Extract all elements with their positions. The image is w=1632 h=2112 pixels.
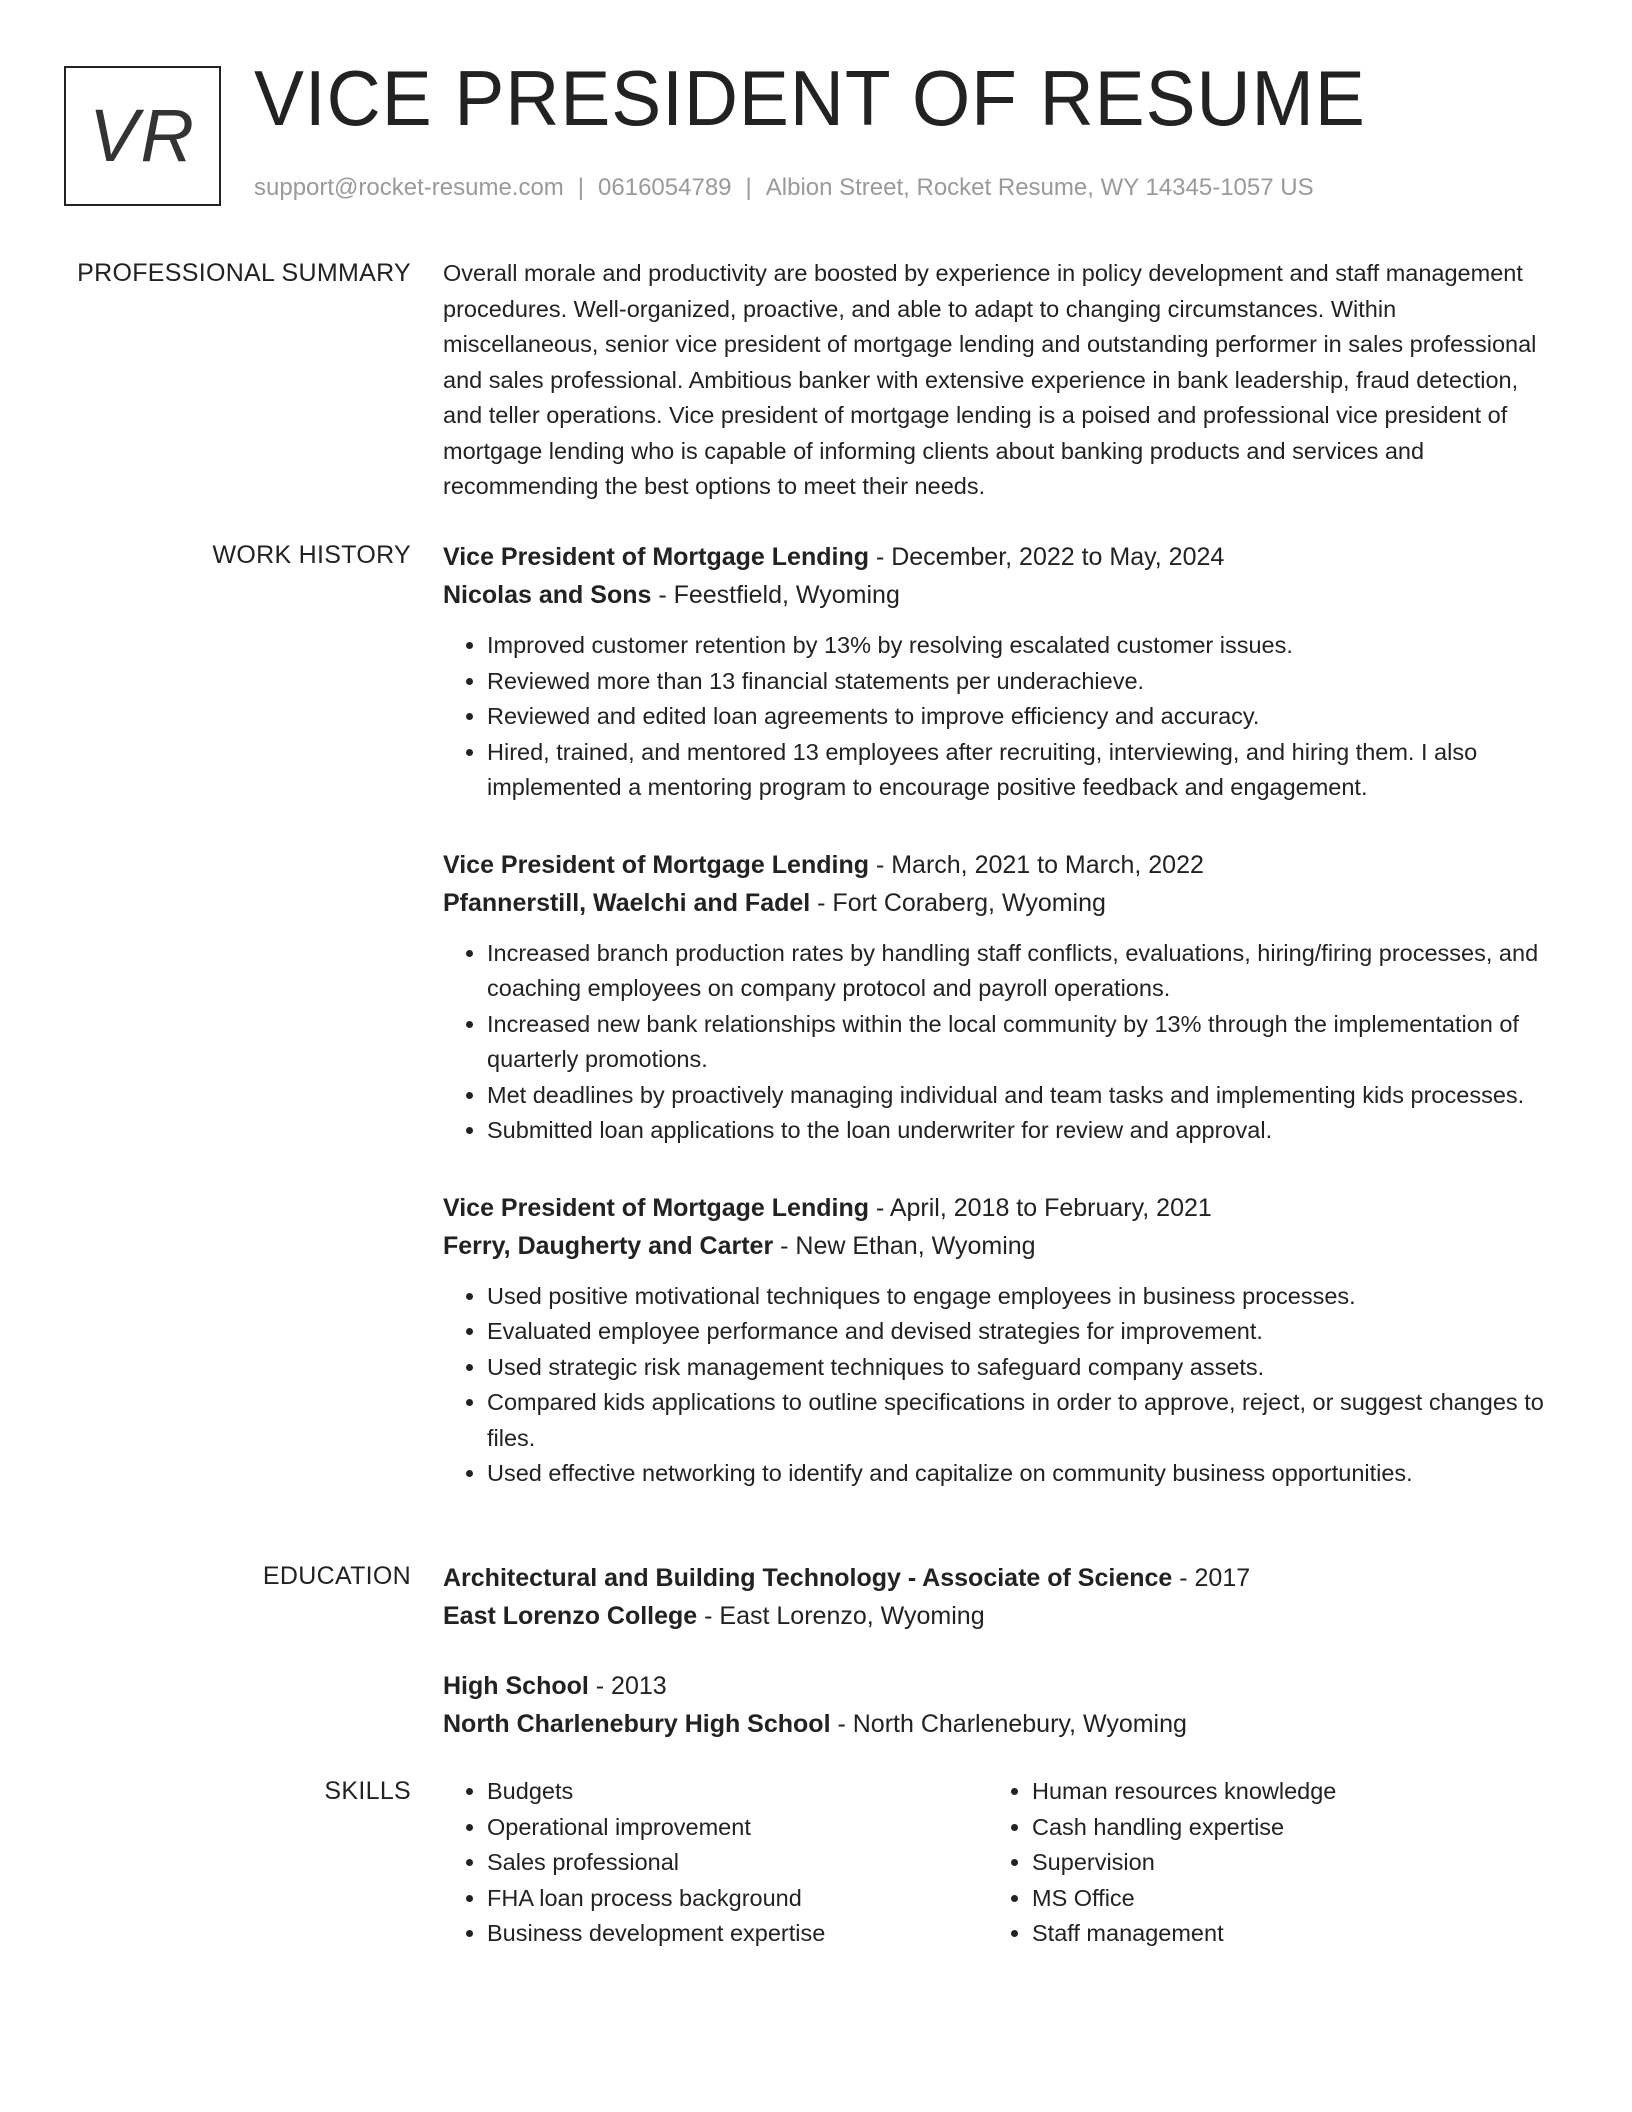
monogram-box <box>64 66 221 206</box>
contact-separator: | <box>745 174 752 201</box>
job-bullet: • Met deadlines by proactively managing individual and team tasks and implementing kids processes. <box>487 1078 1555 1114</box>
section-label-education: EDUCATION <box>262 1562 411 1590</box>
job-bullet: • Evaluated employee performance and devised strategies for improvement. <box>487 1314 1555 1350</box>
job-company: Pfannerstill, Waelchi and Fadel <box>443 888 811 917</box>
skill-item: • Operational improvement <box>487 1810 988 1846</box>
job-title-line <box>443 846 1555 884</box>
contact-email: support@rocket-resume.com <box>254 174 564 201</box>
job-bullet: • Used strategic risk management techniques to safeguard company assets. <box>487 1350 1555 1386</box>
summary-text: Overall morale and productivity are boosted by experience in policy development and staff management procedures. Well-organized, proactive, and able to adapt to changing circumstances. Within miscellaneous, senior vice president of mortgage lending and outstanding performer in sales professional and sales professional. Ambitious banker with extensive experience in bank leadership, fraud detection, and teller operations. Vice president of mortgage lending is a poised and professional vice president of mortgage lending who is capable of informing clients about banking products and services and recommending the best options to meet their needs. <box>443 260 1537 499</box>
contact-line <box>254 174 1314 203</box>
job-bullets <box>443 1279 1555 1492</box>
education-school-line <box>443 1597 1555 1635</box>
job-company-line <box>443 884 1555 922</box>
skill-item: • MS Office <box>1032 1881 1533 1917</box>
job-bullets <box>443 628 1555 806</box>
education-body <box>443 1559 1555 1775</box>
job-entry <box>443 846 1555 1149</box>
contact-phone: 0616054789 <box>598 174 732 201</box>
job-title: Vice President of Mortgage Lending <box>443 850 869 879</box>
education-school-line <box>443 1705 1555 1743</box>
job-dates: - March, 2021 to March, 2022 <box>869 850 1204 879</box>
job-bullet: • Improved customer retention by 13% by resolving escalated customer issues. <box>487 628 1555 664</box>
job-bullets <box>443 936 1555 1149</box>
job-dates: - December, 2022 to May, 2024 <box>869 543 1225 571</box>
job-company: Ferry, Daugherty and Carter <box>443 1231 774 1260</box>
job-entry <box>443 1189 1555 1492</box>
job-bullet: • Used positive motivational techniques to engage employees in business processes. <box>487 1279 1555 1315</box>
skills-list <box>988 1774 1533 1952</box>
skill-item: • FHA loan process background <box>487 1881 988 1917</box>
contact-address: Albion Street, Rocket Resume, WY 14345-1057 US <box>765 174 1314 201</box>
education-location: - East Lorenzo, Wyoming <box>697 1602 985 1630</box>
work-history-body <box>443 538 1555 1532</box>
skills-body <box>443 1774 1555 1952</box>
job-dates: - April, 2018 to February, 2021 <box>869 1193 1212 1222</box>
section-label-summary: PROFESSIONAL SUMMARY <box>77 259 411 287</box>
education-school: North Charlenebury High School <box>443 1710 831 1738</box>
resume-name: VICE PRESIDENT OF RESUME <box>254 54 1366 142</box>
job-bullet: • Compared kids applications to outline specifications in order to approve, reject, or suggest changes to files. <box>487 1385 1555 1456</box>
job-entry <box>443 538 1555 806</box>
job-location: - New Ethan, Wyoming <box>773 1231 1036 1260</box>
monogram-initials: VR <box>89 94 196 177</box>
job-location: - Fort Coraberg, Wyoming <box>810 888 1106 917</box>
skill-item: • Business development expertise <box>487 1916 988 1952</box>
skills-columns <box>443 1774 1555 1952</box>
education-degree: Architectural and Building Technology - Associate of Science <box>443 1564 1173 1592</box>
education-year: - 2017 <box>1172 1564 1251 1592</box>
job-company-line <box>443 1227 1555 1265</box>
job-title-line <box>443 1189 1555 1227</box>
education-location: - North Charlenebury, Wyoming <box>830 1710 1187 1738</box>
education-degree-line <box>443 1667 1555 1705</box>
education-entry <box>443 1559 1555 1635</box>
job-company-line <box>443 576 1555 614</box>
skill-item: • Supervision <box>1032 1845 1533 1881</box>
skills-list <box>443 1774 988 1952</box>
job-bullet: • Increased branch production rates by handling staff conflicts, evaluations, hiring/firing processes, and coaching employees on company protocol and payroll operations. <box>487 936 1555 1007</box>
job-bullet: • Increased new bank relationships within the local community by 13% through the implementation of quarterly promotions. <box>487 1007 1555 1078</box>
education-degree-line <box>443 1559 1555 1597</box>
skills-column-right <box>988 1774 1533 1952</box>
education-degree: High School <box>443 1672 589 1700</box>
education-school: East Lorenzo College <box>443 1602 698 1630</box>
job-bullet: • Reviewed more than 13 financial statements per underachieve. <box>487 664 1555 700</box>
job-bullet: • Used effective networking to identify and capitalize on community business opportunities. <box>487 1456 1555 1492</box>
job-bullet: • Hired, trained, and mentored 13 employees after recruiting, interviewing, and hiring them. I also implemented a mentoring program to encourage positive feedback and engagement. <box>487 735 1555 806</box>
skill-item: • Budgets <box>487 1774 988 1810</box>
job-title-line <box>443 538 1555 576</box>
education-year: - 2013 <box>588 1672 667 1700</box>
education-entry <box>443 1667 1555 1743</box>
skill-item: • Human resources knowledge <box>1032 1774 1533 1810</box>
skill-item: • Staff management <box>1032 1916 1533 1952</box>
summary-body <box>443 256 1555 505</box>
job-bullet: • Reviewed and edited loan agreements to improve efficiency and accuracy. <box>487 699 1555 735</box>
section-label-skills: SKILLS <box>324 1777 411 1805</box>
job-bullet: • Submitted loan applications to the loan underwriter for review and approval. <box>487 1113 1555 1149</box>
job-title: Vice President of Mortgage Lending <box>443 543 869 571</box>
skill-item: • Cash handling expertise <box>1032 1810 1533 1846</box>
skills-column-left <box>443 1774 988 1952</box>
skill-item: • Sales professional <box>487 1845 988 1881</box>
job-company: Nicolas and Sons <box>443 581 652 609</box>
job-location: - Feestfield, Wyoming <box>651 581 900 609</box>
section-label-work-history: WORK HISTORY <box>212 541 411 569</box>
job-title: Vice President of Mortgage Lending <box>443 1193 869 1222</box>
contact-separator: | <box>577 174 585 201</box>
